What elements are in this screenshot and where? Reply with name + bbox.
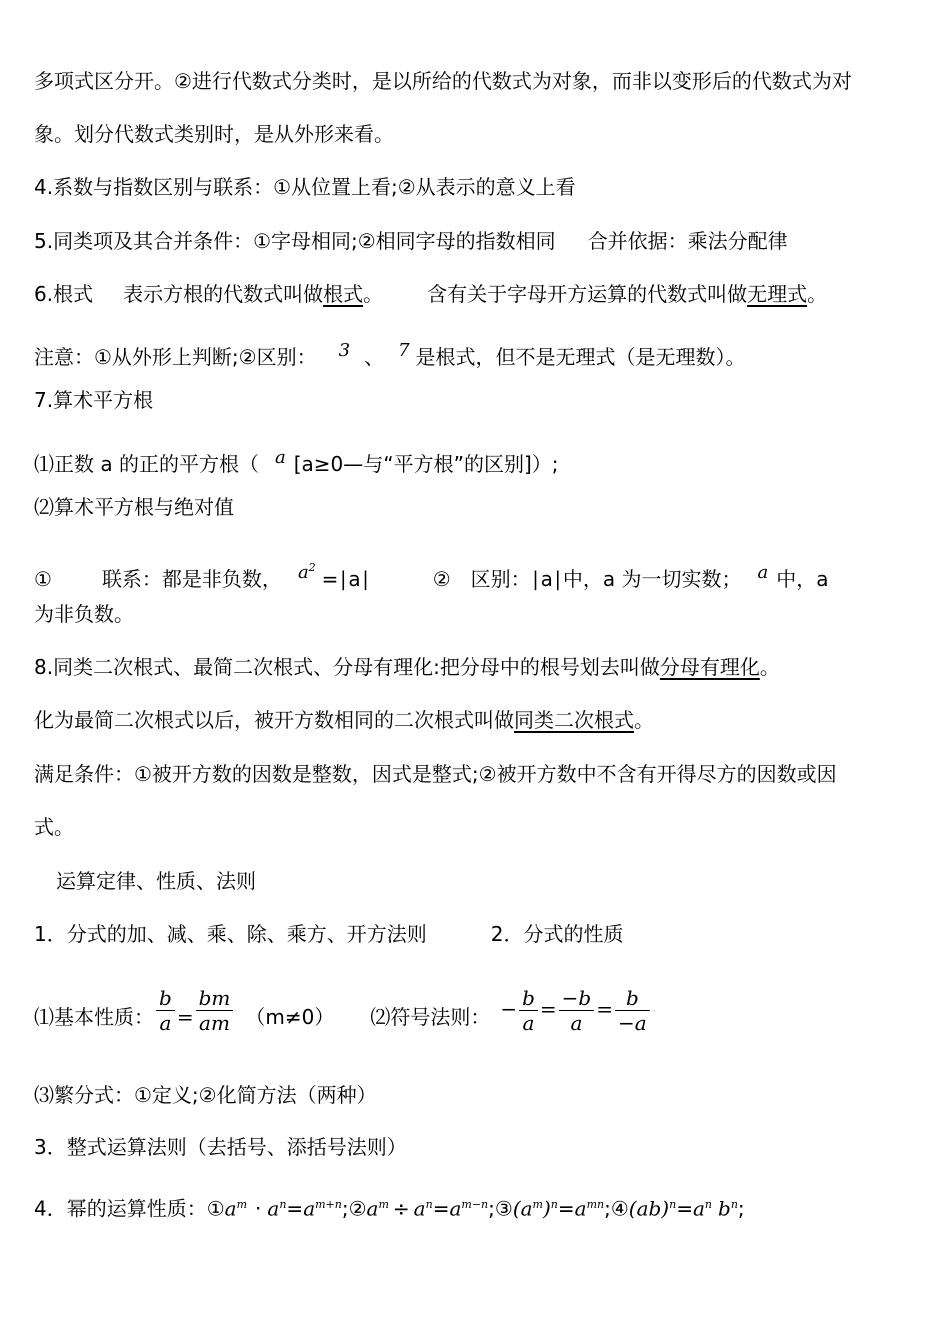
text-line [34, 445, 559, 477]
term-rationalize: 分母有理化 [659, 655, 760, 679]
math-op: = [286, 1196, 304, 1221]
math-var: a [449, 1196, 462, 1221]
text: ① [34, 567, 52, 591]
numerator: b [159, 986, 172, 1010]
text: 6.根式 [34, 282, 94, 306]
text: 式。 [34, 815, 74, 839]
fraction [196, 986, 234, 1035]
numerator: −b [561, 986, 592, 1010]
text: 注意：①从外形上判断;②区别： [34, 345, 317, 369]
fraction [519, 986, 538, 1035]
text-line [34, 707, 654, 733]
text-line [34, 1082, 377, 1108]
text: ;③ [488, 1196, 513, 1221]
math-op: ÷ [392, 1196, 410, 1221]
radicand-3: 3 [338, 340, 351, 361]
math-var: a [224, 1196, 237, 1221]
math-exp: m+n [315, 1198, 342, 1211]
text: ⑶繁分式：①定义;②化简方法（两种） [34, 1083, 377, 1107]
text-line [34, 338, 746, 370]
text: ⑵符号法则： [370, 1005, 491, 1029]
text: ⑵算术平方根与绝对值 [34, 495, 234, 519]
math-var: a [413, 1196, 426, 1221]
radicand-7: 7 [398, 340, 410, 361]
text: 2．分式的性质 [490, 922, 624, 946]
text-line [34, 654, 780, 680]
text: 4．幂的运算性质：① [34, 1196, 225, 1221]
text-line [34, 174, 576, 200]
text: 5.同类项及其合并条件：①字母相同;②相同字母的指数相同 [34, 229, 556, 253]
text-line [34, 281, 827, 307]
text: ;② [341, 1196, 367, 1221]
math-var: (ab) [628, 1196, 670, 1221]
math-var: a [692, 1196, 705, 1221]
text: 是根式，但不是无理式（是无理数）。 [415, 345, 746, 369]
equals-sign: = [596, 997, 613, 1021]
text: ② [432, 567, 451, 591]
math-op: = [557, 1196, 575, 1221]
text: [a≥0—与“平方根”的区别]）; [293, 452, 559, 476]
text-line [34, 387, 153, 413]
text-line [34, 228, 788, 254]
heading: 7.算术平方根 [34, 388, 154, 412]
math-exp: n [669, 1198, 677, 1211]
numerator: b [522, 986, 535, 1010]
math-op: = [676, 1196, 693, 1221]
math-exp: n [425, 1198, 433, 1211]
radicand-a: a [757, 562, 769, 583]
text: 满足条件：①被开方数的因数是整数，因式是整式;②被开方数中不含有开得尽方的因数或因 [34, 762, 837, 786]
math-op: = [432, 1196, 450, 1221]
fraction-line [34, 984, 652, 1042]
text-line [34, 761, 837, 787]
radicand-a: a [274, 447, 286, 468]
math-var: b [718, 1196, 731, 1221]
text: ; [737, 1196, 745, 1221]
heading: 运算定律、性质、法则 [56, 869, 256, 893]
term-like-radicals: 同类二次根式 [514, 708, 634, 732]
text: 。 [759, 655, 780, 679]
text-line [34, 601, 134, 627]
math-exp: 2 [308, 561, 316, 574]
text-line [34, 555, 929, 592]
text: =∣a∣ [321, 567, 371, 591]
term-irrational: 无理式 [747, 282, 808, 306]
math-exp: n [704, 1198, 713, 1211]
text: 。 [807, 282, 828, 306]
math-exp: n [730, 1198, 738, 1211]
text: 。 [634, 708, 654, 732]
fraction [615, 986, 650, 1035]
text: 区别：∣a∣中，a 为一切实数； [470, 567, 742, 591]
numerator: b [625, 986, 639, 1010]
text: 表示方根的代数式叫做 [123, 282, 324, 306]
text-line [34, 121, 394, 147]
text: 8.同类二次根式、最简二次根式、分母有理化:把分母中的根号划去叫做 [34, 655, 660, 679]
text: 象。划分代数式类别时，是从外形来看。 [34, 122, 394, 146]
denominator: a [559, 1010, 595, 1035]
math-exp: m−n [461, 1198, 489, 1211]
equals-sign: = [539, 997, 557, 1021]
math-op: · [255, 1196, 262, 1221]
math-var: a [574, 1196, 587, 1221]
text: 化为最简二次根式以后，被开方数相同的二次根式叫做 [34, 708, 514, 732]
text: 。 [363, 282, 384, 306]
math-paren: ) [542, 1196, 551, 1221]
math-var: a [297, 562, 309, 583]
math-var: a [366, 1196, 379, 1221]
text: ⑴正数 a 的正的平方根（ [34, 452, 259, 476]
math-exp: n [279, 1198, 287, 1211]
denominator: −a [615, 1010, 650, 1035]
math-var: (a [512, 1196, 533, 1221]
text: 中，a [776, 567, 829, 591]
text: 4.系数与指数区别与联系：①从位置上看;②从表示的意义上看 [34, 175, 576, 199]
math-exp: mn [586, 1198, 605, 1211]
text: 、 [364, 345, 385, 369]
text: ⑴基本性质： [34, 1005, 154, 1029]
math-exp: m [236, 1198, 248, 1211]
denominator: a [519, 1010, 538, 1035]
text-line [34, 814, 74, 840]
text-line [34, 1192, 745, 1222]
fraction [156, 986, 175, 1035]
radicand-a-squared [298, 555, 316, 586]
text: 为非负数。 [34, 602, 134, 626]
text-line [34, 1134, 407, 1160]
text-line [34, 494, 234, 520]
text-line [34, 68, 852, 94]
numerator: bm [198, 986, 231, 1010]
text: （m≠0） [245, 1005, 335, 1029]
text: 合并依据：乘法分配律 [587, 229, 788, 253]
math-exp: n [550, 1198, 558, 1211]
math-var: a [267, 1196, 280, 1221]
text: 含有关于字母开方运算的代数式叫做 [427, 282, 748, 306]
denominator: am [196, 1010, 234, 1035]
denominator: a [156, 1010, 175, 1035]
term-radical: 根式 [323, 282, 364, 306]
text: 多项式区分开。②进行代数式分类时，是以所给的代数式为对象，而非以变形后的代数式为对 [34, 69, 852, 93]
math-exp: m [532, 1198, 543, 1211]
text-line [34, 921, 623, 947]
section-heading [56, 868, 256, 894]
math-var: a [303, 1196, 316, 1221]
text: 联系：都是非负数， [101, 567, 282, 591]
text: 3．整式运算法则（去括号、添括号法则） [34, 1135, 407, 1159]
fraction [559, 986, 595, 1035]
math-exp: m [378, 1198, 389, 1211]
text: ;④ [604, 1196, 629, 1221]
text: 1．分式的加、减、乘、除、乘方、开方法则 [34, 922, 427, 946]
equals-sign: = [176, 1005, 194, 1029]
minus-sign: − [500, 997, 518, 1021]
